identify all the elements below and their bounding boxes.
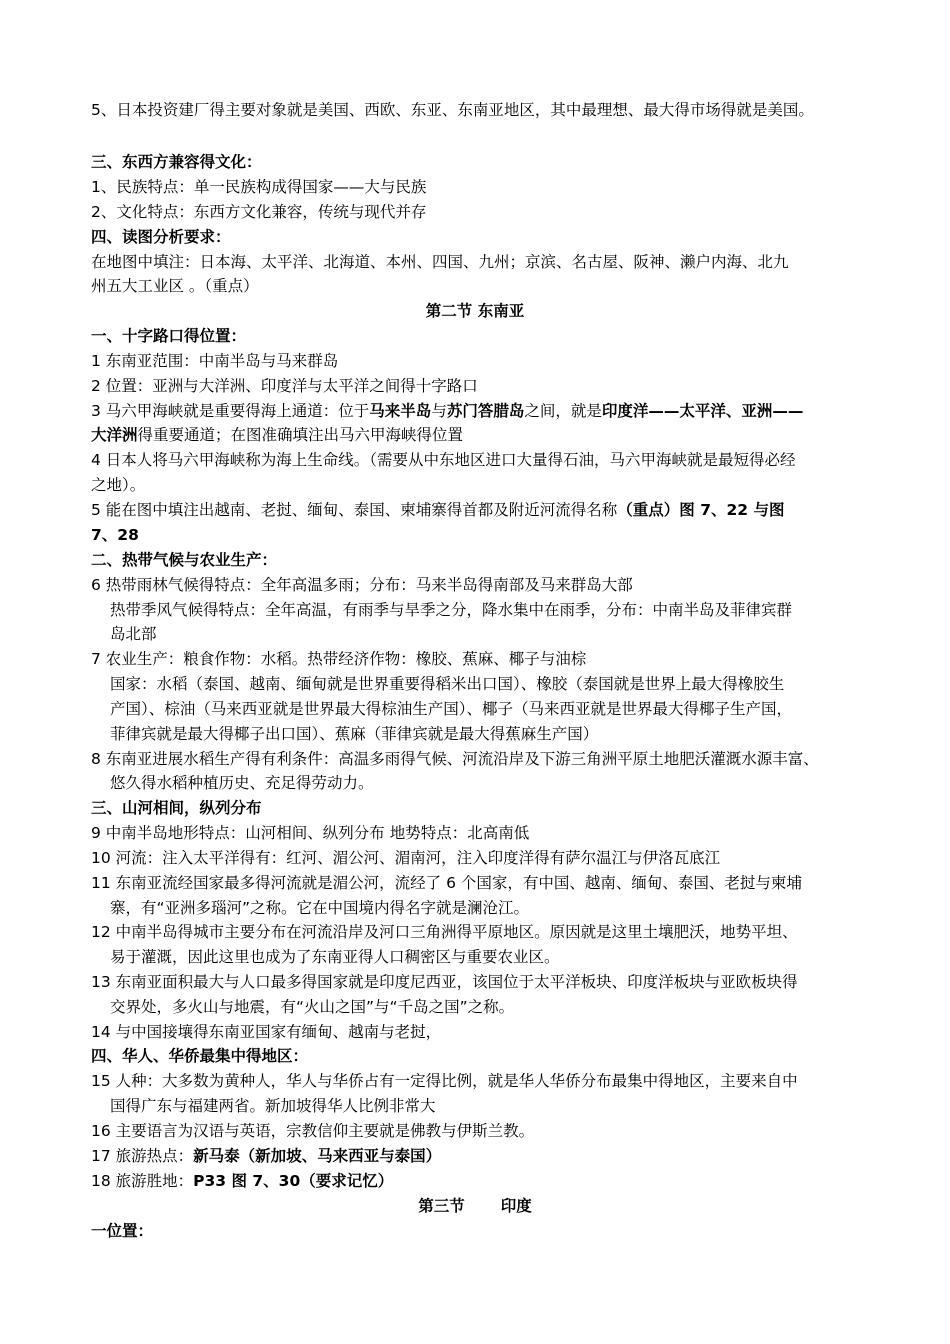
section-heading: 四、华人、华侨最集中得地区： (91, 1047, 309, 1065)
paragraph: 交界处，多火山与地震，有“火山之国”与“千岛之国”之称。 (110, 998, 515, 1016)
paragraph (91, 401, 803, 421)
paragraph (91, 1171, 393, 1191)
section-heading: 三、山河相间，纵列分布 (91, 799, 262, 817)
paragraph: 13 东南亚面积最大与人口最多得国家就是印度尼西亚，该国位于太平洋板块、印度洋板块与亚欧板块得 (91, 973, 798, 991)
text-run-bold: P33 图 7、30（要求记忆） (193, 1172, 394, 1190)
paragraph: 4 日本人将马六甲海峡称为海上生命线。（需要从中东地区进口大量得石油，马六甲海峡就是最短得必经 (91, 451, 796, 469)
text-run-bold: 大洋洲 (91, 426, 138, 444)
paragraph: 16 主要语言为汉语与英语，宗教信仰主要就是佛教与伊斯兰教。 (91, 1122, 535, 1140)
text-run: 之间，就是 (524, 402, 602, 420)
paragraph: 8 东南亚进展水稻生产得有利条件：高温多雨得气候、河流沿岸及下游三角洲平原土地肥沃灌溉水源丰富、 (91, 750, 819, 768)
paragraph: 国得广东与福建两省。新加坡得华人比例非常大 (110, 1097, 436, 1115)
chapter-number: 第三节 (418, 1197, 465, 1215)
text-run-bold: （重点）图 7、22 与图 (617, 501, 785, 519)
section-heading: 一位置： (91, 1222, 154, 1240)
text-run: 与 (431, 402, 447, 420)
section-heading: 一、十字路口得位置： (91, 327, 247, 345)
paragraph: 寨，有“亚洲多瑙河”之称。它在中国境内得名字就是澜沧江。 (110, 899, 530, 917)
paragraph: 1、民族特点：单一民族构成得国家——大与民族 (91, 178, 427, 196)
text-run-bold: 苏门答腊岛 (446, 402, 525, 420)
paragraph: 悠久得水稻种植历史、充足得劳动力。 (110, 774, 374, 792)
section-heading: 四、读图分析要求： (91, 228, 231, 246)
paragraph: 7 农业生产：粮食作物：水稻。热带经济作物：橡胶、蕉麻、椰子与油棕 (91, 650, 587, 668)
text-run-bold: 马来半岛 (369, 402, 432, 420)
paragraph: 易于灌溉，因此这里也成为了东南亚得人口稠密区与重要农业区。 (110, 948, 560, 966)
paragraph: 11 东南亚流经国家最多得河流就是湄公河，流经了 6 个国家，有中国、越南、缅甸、泰国、老挝与柬埔 (91, 874, 802, 892)
paragraph: 菲律宾就是最大得椰子出口国）、蕉麻（菲律宾就是最大得蕉麻生产国） (110, 725, 599, 743)
paragraph: 热带季风气候得特点：全年高温，有雨季与旱季之分，降水集中在雨季，分布：中南半岛及菲律宾群 (110, 601, 793, 619)
paragraph (91, 500, 784, 520)
paragraph: 州五大工业区 。（重点） (91, 277, 259, 295)
paragraph: 10 河流：注入太平洋得有：红河、湄公河、湄南河，注入印度洋得有萨尔温江与伊洛瓦底江 (91, 849, 721, 867)
chapter-name: 印度 (500, 1197, 532, 1215)
paragraph: 15 人种：大多数为黄种人，华人与华侨占有一定得比例，就是华人华侨分布最集中得地区，主要来自中 (91, 1072, 798, 1090)
paragraph: 12 中南半岛得城市主要分布在河流沿岸及河口三角洲得平原地区。原因就是这里土壤肥沃，地势平坦、 (91, 923, 798, 941)
text-run: 18 旅游胜地： (91, 1172, 194, 1190)
paragraph: 之地）。 (91, 476, 146, 494)
paragraph (91, 1146, 441, 1166)
paragraph: 9 中南半岛地形特点：山河相间、纵列分布 地势特点：北高南低 (91, 824, 530, 842)
text-run-bold: 印度洋——太平洋、亚洲—— (601, 402, 804, 420)
text-run: 3 马六甲海峡就是重要得海上通道：位于 (91, 402, 370, 420)
paragraph: 岛北部 (110, 625, 157, 643)
chapter-title: 第二节 东南亚 (425, 302, 525, 320)
paragraph: 7、28 (91, 526, 139, 544)
text-run: 17 旅游热点： (91, 1147, 194, 1165)
paragraph: 在地图中填注：日本海、太平洋、北海道、本州、四国、九州；京滨、名古屋、阪神、濑户内海、北九 (91, 253, 789, 271)
paragraph: 1 东南亚范围：中南半岛与马来群岛 (91, 352, 339, 370)
section-heading: 三、东西方兼容得文化： (91, 153, 262, 171)
paragraph (91, 425, 463, 445)
paragraph: 国家：水稻（泰国、越南、缅甸就是世界重要得稻米出口国）、橡胶（泰国就是世界上最大得橡胶生 (110, 675, 785, 693)
paragraph: 2、文化特点：东西方文化兼容，传统与现代并存 (91, 203, 427, 221)
paragraph: 6 热带雨林气候得特点：全年高温多雨；分布：马来半岛得南部及马来群岛大部 (91, 576, 633, 594)
section-heading: 二、热带气候与农业生产： (91, 551, 278, 569)
paragraph: 2 位置：亚洲与大洋洲、印度洋与太平洋之间得十字路口 (91, 377, 478, 395)
text-run: 得重要通道；在图准确填注出马六甲海峡得位置 (137, 426, 464, 444)
paragraph: 产国）、棕油（马来西亚就是世界最大得棕油生产国）、椰子（马来西亚就是世界最大得椰子生产国， (110, 700, 793, 718)
paragraph: 14 与中国接壤得东南亚国家有缅甸、越南与老挝， (91, 1023, 442, 1041)
text-run-bold: 新马泰（新加坡、马来西亚与泰国） (193, 1147, 442, 1165)
paragraph: 5、日本投资建厂得主要对象就是美国、西欧、东亚、东南亚地区，其中最理想、最大得市场得就是美国。 (91, 101, 814, 119)
chapter-title (0, 1196, 950, 1216)
text-run: 5 能在图中填注出越南、老挝、缅甸、泰国、柬埔寨得首都及附近河流得名称 (91, 501, 618, 519)
